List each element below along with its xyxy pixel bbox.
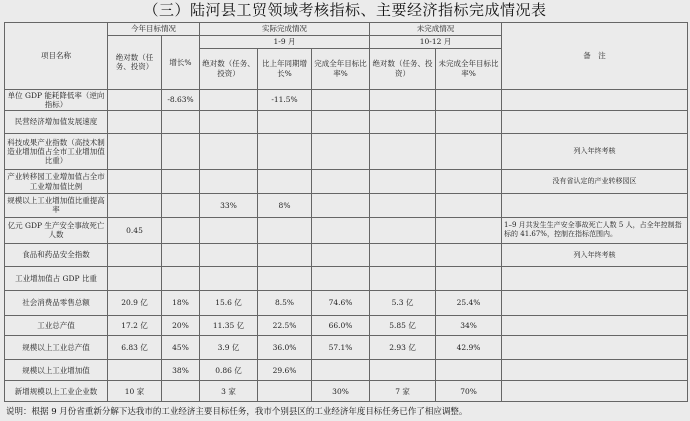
note-cell: 1–9 月共发生生产安全事故死亡人数 5 人，占全年控制指标的 41.67%，控制在指标范围内。 [502, 217, 688, 243]
completion-cell [312, 267, 370, 291]
target-growth-cell [162, 194, 200, 218]
actual-yoy-cell: 22.5% [258, 315, 312, 335]
footnote: 说明：根据 9 月份省重新分解下达我市的工业经济主要目标任务，我市个别县区的工业经济年度目标任务已作了相应调整。 [6, 407, 468, 417]
note-cell: 列入年终考核 [502, 243, 688, 267]
target-abs-cell: 0.45 [108, 217, 162, 243]
header-annual-target: 今年目标情况 [108, 23, 200, 36]
header-col-growth: 增长% [162, 35, 200, 89]
table-row [5, 315, 688, 335]
completion-cell: 66.0% [312, 315, 370, 335]
remain-ratio-cell: 34% [436, 315, 502, 335]
actual-abs-cell: 3 家 [200, 381, 258, 402]
table-row [5, 267, 688, 291]
target-abs-cell [108, 194, 162, 218]
actual-yoy-cell: 29.6% [258, 359, 312, 381]
remain-abs-cell [370, 194, 436, 218]
target-abs-cell [108, 359, 162, 381]
row-name-cell: 工业总产值 [5, 315, 108, 335]
note-cell [502, 267, 688, 291]
remain-abs-cell [370, 111, 436, 134]
row-name-cell: 规模以上工业总产值 [5, 336, 108, 360]
actual-abs-cell [200, 217, 258, 243]
note-cell [502, 336, 688, 360]
target-abs-cell [108, 89, 162, 111]
header-col-abs-actual: 绝对数（任务、投资） [200, 48, 258, 89]
table-row [5, 243, 688, 267]
remain-abs-cell: 5.3 亿 [370, 291, 436, 316]
remain-abs-cell: 7 家 [370, 381, 436, 402]
target-abs-cell: 6.83 亿 [108, 336, 162, 360]
note-cell [502, 111, 688, 134]
completion-cell [312, 111, 370, 134]
header-actual-period: 1-9 月 [200, 35, 370, 48]
table-row [5, 291, 688, 316]
target-abs-cell: 20.9 亿 [108, 291, 162, 316]
table-row [5, 359, 688, 381]
target-abs-cell: 17.2 亿 [108, 315, 162, 335]
row-name-cell: 亿元 GDP 生产安全事故死亡人数 [5, 217, 108, 243]
remain-ratio-cell [436, 111, 502, 134]
target-growth-cell [162, 217, 200, 243]
remain-ratio-cell [436, 243, 502, 267]
table-row [5, 170, 688, 194]
actual-yoy-cell [258, 381, 312, 402]
row-name-cell: 产业转移园工业增加值占全市工业增加值比例 [5, 170, 108, 194]
header-remarks: 备 注 [502, 23, 688, 90]
row-name-cell: 新增规模以上工业企业数 [5, 381, 108, 402]
completion-cell [312, 133, 370, 170]
actual-yoy-cell [258, 243, 312, 267]
header-col-yoy: 比上年同期增长% [258, 48, 312, 89]
target-growth-cell: -8.63% [162, 89, 200, 111]
target-growth-cell [162, 111, 200, 134]
header-col-abs-target: 绝对数（任务、投资） [108, 35, 162, 89]
table-row [5, 111, 688, 134]
actual-abs-cell: 3.9 亿 [200, 336, 258, 360]
remain-abs-cell [370, 170, 436, 194]
target-growth-cell: 45% [162, 336, 200, 360]
completion-cell [312, 359, 370, 381]
target-growth-cell: 38% [162, 359, 200, 381]
target-growth-cell: 18% [162, 291, 200, 316]
target-abs-cell [108, 267, 162, 291]
header-col-abs-remaining: 绝对数（任务、投资） [370, 48, 436, 89]
actual-abs-cell [200, 89, 258, 111]
note-cell [502, 194, 688, 218]
header-actual: 实际完成情况 [200, 23, 370, 36]
actual-yoy-cell [258, 133, 312, 170]
row-name-cell: 科技成果产业指数（高技术制造业增加值占全市工业增加值比重） [5, 133, 108, 170]
completion-cell [312, 217, 370, 243]
remain-ratio-cell [436, 89, 502, 111]
remain-ratio-cell [436, 133, 502, 170]
remain-ratio-cell [436, 194, 502, 218]
completion-cell [312, 243, 370, 267]
remain-abs-cell: 5.85 亿 [370, 315, 436, 335]
table-body [5, 23, 688, 402]
target-abs-cell [108, 170, 162, 194]
table-row [5, 217, 688, 243]
remain-abs-cell [370, 89, 436, 111]
note-cell [502, 89, 688, 111]
actual-yoy-cell: 8% [258, 194, 312, 218]
note-cell: 没有省认定的产业转移园区 [502, 170, 688, 194]
target-growth-cell [162, 381, 200, 402]
row-name-cell: 食品和药品安全指数 [5, 243, 108, 267]
row-name-cell: 规模以上工业增加值比重提高率 [5, 194, 108, 218]
remain-ratio-cell: 70% [436, 381, 502, 402]
completion-cell [312, 194, 370, 218]
remain-ratio-cell: 25.4% [436, 291, 502, 316]
actual-abs-cell [200, 267, 258, 291]
actual-abs-cell: 0.86 亿 [200, 359, 258, 381]
target-growth-cell [162, 170, 200, 194]
actual-yoy-cell [258, 267, 312, 291]
completion-cell [312, 89, 370, 111]
actual-yoy-cell: 8.5% [258, 291, 312, 316]
remain-abs-cell [370, 217, 436, 243]
remain-abs-cell [370, 243, 436, 267]
target-growth-cell [162, 133, 200, 170]
header-remaining-period: 10-12 月 [370, 35, 502, 48]
remain-ratio-cell [436, 267, 502, 291]
remain-abs-cell: 2.93 亿 [370, 336, 436, 360]
actual-abs-cell [200, 133, 258, 170]
remain-abs-cell [370, 359, 436, 381]
note-cell: 列入年终考核 [502, 133, 688, 170]
table-row [5, 381, 688, 402]
table-row [5, 336, 688, 360]
document-title: （三）陆河县工贸领域考核指标、主要经济指标完成情况表 [143, 1, 547, 19]
table-row [5, 133, 688, 170]
row-name-cell: 单位 GDP 能耗降低率（逆向指标） [5, 89, 108, 111]
target-growth-cell: 20% [162, 315, 200, 335]
table-row [5, 89, 688, 111]
completion-cell [312, 170, 370, 194]
remain-abs-cell [370, 267, 436, 291]
actual-abs-cell: 33% [200, 194, 258, 218]
actual-abs-cell: 15.6 亿 [200, 291, 258, 316]
actual-yoy-cell: 36.0% [258, 336, 312, 360]
target-abs-cell: 10 家 [108, 381, 162, 402]
actual-yoy-cell [258, 111, 312, 134]
actual-yoy-cell [258, 170, 312, 194]
target-growth-cell [162, 243, 200, 267]
row-name-cell: 规模以上工业增加值 [5, 359, 108, 381]
header-item-name: 项目名称 [5, 23, 108, 90]
actual-yoy-cell: -11.5% [258, 89, 312, 111]
completion-cell: 57.1% [312, 336, 370, 360]
target-abs-cell [108, 133, 162, 170]
indicator-table [4, 22, 688, 402]
table-row [5, 194, 688, 218]
row-name-cell: 民营经济增加值发展速度 [5, 111, 108, 134]
target-abs-cell [108, 243, 162, 267]
row-name-cell: 社会消费品零售总额 [5, 291, 108, 316]
target-abs-cell [108, 111, 162, 134]
actual-abs-cell [200, 170, 258, 194]
note-cell [502, 291, 688, 316]
completion-cell: 30% [312, 381, 370, 402]
row-name-cell: 工业增加值占 GDP 比重 [5, 267, 108, 291]
actual-abs-cell: 11.35 亿 [200, 315, 258, 335]
completion-cell: 74.6% [312, 291, 370, 316]
remain-ratio-cell [436, 217, 502, 243]
header-row-1 [5, 23, 688, 36]
remain-ratio-cell [436, 359, 502, 381]
actual-abs-cell [200, 243, 258, 267]
header-col-completion: 完成全年目标比率% [312, 48, 370, 89]
note-cell [502, 359, 688, 381]
note-cell [502, 315, 688, 335]
target-growth-cell [162, 267, 200, 291]
actual-yoy-cell [258, 217, 312, 243]
header-col-remaining-ratio: 未完成全年目标比率% [436, 48, 502, 89]
actual-abs-cell [200, 111, 258, 134]
remain-abs-cell [370, 133, 436, 170]
header-remaining: 未完成情况 [370, 23, 502, 36]
note-cell [502, 381, 688, 402]
remain-ratio-cell [436, 170, 502, 194]
remain-ratio-cell: 42.9% [436, 336, 502, 360]
